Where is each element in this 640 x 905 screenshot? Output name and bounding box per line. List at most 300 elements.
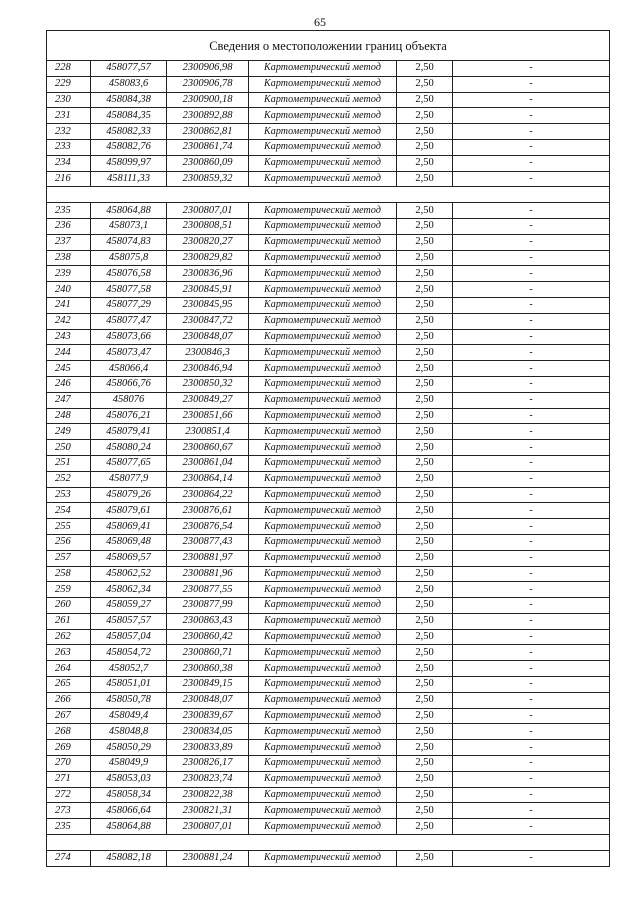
accuracy-cell: 2,50 [397, 108, 453, 124]
table-row [47, 76, 610, 92]
table-row [47, 756, 610, 772]
accuracy-cell: 2,50 [397, 455, 453, 471]
point-number-cell: 228 [47, 61, 91, 77]
y-coordinate-cell: 2300876,54 [167, 519, 249, 535]
table-row [47, 171, 610, 187]
y-coordinate-cell: 2300848,07 [167, 692, 249, 708]
accuracy-cell: 2,50 [397, 76, 453, 92]
description-cell: - [453, 629, 610, 645]
accuracy-cell: 2,50 [397, 771, 453, 787]
accuracy-cell: 2,50 [397, 519, 453, 535]
table-row [47, 566, 610, 582]
description-cell: - [453, 740, 610, 756]
x-coordinate-cell: 458082,33 [91, 124, 167, 140]
y-coordinate-cell: 2300892,88 [167, 108, 249, 124]
method-cell: Картометрический метод [249, 234, 397, 250]
x-coordinate-cell: 458076,21 [91, 408, 167, 424]
table-row [47, 724, 610, 740]
x-coordinate-cell: 458077,58 [91, 282, 167, 298]
point-number-cell: 235 [47, 203, 91, 219]
y-coordinate-cell: 2300820,27 [167, 234, 249, 250]
description-cell: - [453, 471, 610, 487]
y-coordinate-cell: 2300836,96 [167, 266, 249, 282]
x-coordinate-cell: 458079,61 [91, 503, 167, 519]
accuracy-cell: 2,50 [397, 692, 453, 708]
x-coordinate-cell: 458073,47 [91, 345, 167, 361]
accuracy-cell: 2,50 [397, 803, 453, 819]
x-coordinate-cell: 458076,58 [91, 266, 167, 282]
method-cell: Картометрический метод [249, 503, 397, 519]
description-cell: - [453, 787, 610, 803]
accuracy-cell: 2,50 [397, 376, 453, 392]
point-number-cell: 246 [47, 376, 91, 392]
method-cell: Картометрический метод [249, 850, 397, 866]
table-row [47, 803, 610, 819]
accuracy-cell: 2,50 [397, 297, 453, 313]
method-cell: Картометрический метод [249, 471, 397, 487]
point-number-cell: 274 [47, 850, 91, 866]
point-number-cell: 261 [47, 613, 91, 629]
accuracy-cell: 2,50 [397, 155, 453, 171]
point-number-cell: 273 [47, 803, 91, 819]
method-cell: Картометрический метод [249, 424, 397, 440]
accuracy-cell: 2,50 [397, 740, 453, 756]
accuracy-cell: 2,50 [397, 124, 453, 140]
y-coordinate-cell: 2300834,05 [167, 724, 249, 740]
table-row [47, 645, 610, 661]
table-row [47, 850, 610, 866]
x-coordinate-cell: 458076 [91, 392, 167, 408]
x-coordinate-cell: 458049,9 [91, 756, 167, 772]
x-coordinate-cell: 458050,29 [91, 740, 167, 756]
x-coordinate-cell: 458099,97 [91, 155, 167, 171]
x-coordinate-cell: 458073,1 [91, 218, 167, 234]
method-cell: Картометрический метод [249, 313, 397, 329]
point-number-cell: 248 [47, 408, 91, 424]
x-coordinate-cell: 458080,24 [91, 440, 167, 456]
description-cell: - [453, 424, 610, 440]
accuracy-cell: 2,50 [397, 487, 453, 503]
method-cell: Картометрический метод [249, 76, 397, 92]
accuracy-cell: 2,50 [397, 598, 453, 614]
y-coordinate-cell: 2300877,55 [167, 582, 249, 598]
table-row [47, 250, 610, 266]
table-row [47, 297, 610, 313]
x-coordinate-cell: 458077,65 [91, 455, 167, 471]
description-cell: - [453, 139, 610, 155]
table-row [47, 613, 610, 629]
x-coordinate-cell: 458053,03 [91, 771, 167, 787]
point-number-cell: 260 [47, 598, 91, 614]
point-number-cell: 256 [47, 534, 91, 550]
table-row [47, 787, 610, 803]
separator-cell [47, 835, 610, 851]
description-cell: - [453, 677, 610, 693]
table-row [47, 424, 610, 440]
x-coordinate-cell: 458069,41 [91, 519, 167, 535]
description-cell: - [453, 329, 610, 345]
y-coordinate-cell: 2300860,71 [167, 645, 249, 661]
table-row [47, 313, 610, 329]
method-cell: Картометрический метод [249, 724, 397, 740]
y-coordinate-cell: 2300808,51 [167, 218, 249, 234]
accuracy-cell: 2,50 [397, 250, 453, 266]
table-row [47, 661, 610, 677]
table-row [47, 155, 610, 171]
table-row [47, 819, 610, 835]
point-number-cell: 235 [47, 819, 91, 835]
method-cell: Картометрический метод [249, 534, 397, 550]
x-coordinate-cell: 458077,29 [91, 297, 167, 313]
description-cell: - [453, 124, 610, 140]
table-row [47, 677, 610, 693]
method-cell: Картометрический метод [249, 771, 397, 787]
table-row [47, 740, 610, 756]
point-number-cell: 240 [47, 282, 91, 298]
description-cell: - [453, 234, 610, 250]
description-cell: - [453, 108, 610, 124]
accuracy-cell: 2,50 [397, 661, 453, 677]
accuracy-cell: 2,50 [397, 550, 453, 566]
table-row [47, 455, 610, 471]
y-coordinate-cell: 2300906,98 [167, 61, 249, 77]
method-cell: Картометрический метод [249, 677, 397, 693]
table-row [47, 487, 610, 503]
y-coordinate-cell: 2300862,81 [167, 124, 249, 140]
point-number-cell: 255 [47, 519, 91, 535]
table-row [47, 139, 610, 155]
accuracy-cell: 2,50 [397, 92, 453, 108]
method-cell: Картометрический метод [249, 582, 397, 598]
x-coordinate-cell: 458073,66 [91, 329, 167, 345]
method-cell: Картометрический метод [249, 487, 397, 503]
accuracy-cell: 2,50 [397, 266, 453, 282]
point-number-cell: 233 [47, 139, 91, 155]
table-row [47, 598, 610, 614]
method-cell: Картометрический метод [249, 550, 397, 566]
accuracy-cell: 2,50 [397, 313, 453, 329]
y-coordinate-cell: 2300860,38 [167, 661, 249, 677]
point-number-cell: 244 [47, 345, 91, 361]
description-cell: - [453, 92, 610, 108]
x-coordinate-cell: 458111,33 [91, 171, 167, 187]
point-number-cell: 269 [47, 740, 91, 756]
accuracy-cell: 2,50 [397, 629, 453, 645]
method-cell: Картометрический метод [249, 250, 397, 266]
description-cell: - [453, 550, 610, 566]
table-row [47, 550, 610, 566]
y-coordinate-cell: 2300839,67 [167, 708, 249, 724]
method-cell: Картометрический метод [249, 282, 397, 298]
y-coordinate-cell: 2300845,91 [167, 282, 249, 298]
method-cell: Картометрический метод [249, 408, 397, 424]
point-number-cell: 238 [47, 250, 91, 266]
accuracy-cell: 2,50 [397, 566, 453, 582]
x-coordinate-cell: 458062,34 [91, 582, 167, 598]
description-cell: - [453, 297, 610, 313]
y-coordinate-cell: 2300861,74 [167, 139, 249, 155]
accuracy-cell: 2,50 [397, 424, 453, 440]
x-coordinate-cell: 458048,8 [91, 724, 167, 740]
accuracy-cell: 2,50 [397, 677, 453, 693]
point-number-cell: 250 [47, 440, 91, 456]
y-coordinate-cell: 2300821,31 [167, 803, 249, 819]
table-body [47, 61, 610, 867]
table-row [47, 440, 610, 456]
description-cell: - [453, 613, 610, 629]
description-cell: - [453, 155, 610, 171]
accuracy-cell: 2,50 [397, 440, 453, 456]
x-coordinate-cell: 458059,27 [91, 598, 167, 614]
y-coordinate-cell: 2300860,42 [167, 629, 249, 645]
method-cell: Картометрический метод [249, 708, 397, 724]
table-row [47, 708, 610, 724]
y-coordinate-cell: 2300863,43 [167, 613, 249, 629]
x-coordinate-cell: 458051,01 [91, 677, 167, 693]
description-cell: - [453, 566, 610, 582]
y-coordinate-cell: 2300881,24 [167, 850, 249, 866]
point-number-cell: 234 [47, 155, 91, 171]
method-cell: Картометрический метод [249, 613, 397, 629]
table-row [47, 218, 610, 234]
point-number-cell: 243 [47, 329, 91, 345]
accuracy-cell: 2,50 [397, 329, 453, 345]
y-coordinate-cell: 2300859,32 [167, 171, 249, 187]
table-row [47, 534, 610, 550]
table-row [47, 392, 610, 408]
method-cell: Картометрический метод [249, 661, 397, 677]
x-coordinate-cell: 458075,8 [91, 250, 167, 266]
description-cell: - [453, 250, 610, 266]
method-cell: Картометрический метод [249, 139, 397, 155]
x-coordinate-cell: 458057,57 [91, 613, 167, 629]
table-row [47, 408, 610, 424]
table-row [47, 345, 610, 361]
y-coordinate-cell: 2300864,22 [167, 487, 249, 503]
section-separator [47, 187, 610, 203]
y-coordinate-cell: 2300849,15 [167, 677, 249, 693]
y-coordinate-cell: 2300877,43 [167, 534, 249, 550]
y-coordinate-cell: 2300826,17 [167, 756, 249, 772]
y-coordinate-cell: 2300850,32 [167, 376, 249, 392]
x-coordinate-cell: 458066,4 [91, 361, 167, 377]
x-coordinate-cell: 458062,52 [91, 566, 167, 582]
x-coordinate-cell: 458084,35 [91, 108, 167, 124]
table-row [47, 361, 610, 377]
method-cell: Картометрический метод [249, 629, 397, 645]
point-number-cell: 259 [47, 582, 91, 598]
accuracy-cell: 2,50 [397, 392, 453, 408]
point-number-cell: 247 [47, 392, 91, 408]
y-coordinate-cell: 2300860,09 [167, 155, 249, 171]
point-number-cell: 251 [47, 455, 91, 471]
y-coordinate-cell: 2300876,61 [167, 503, 249, 519]
method-cell: Картометрический метод [249, 740, 397, 756]
table-row [47, 61, 610, 77]
description-cell: - [453, 534, 610, 550]
y-coordinate-cell: 2300881,97 [167, 550, 249, 566]
x-coordinate-cell: 458052,7 [91, 661, 167, 677]
method-cell: Картометрический метод [249, 787, 397, 803]
description-cell: - [453, 598, 610, 614]
y-coordinate-cell: 2300877,99 [167, 598, 249, 614]
method-cell: Картометрический метод [249, 645, 397, 661]
description-cell: - [453, 708, 610, 724]
table-row [47, 376, 610, 392]
point-number-cell: 242 [47, 313, 91, 329]
x-coordinate-cell: 458082,76 [91, 139, 167, 155]
accuracy-cell: 2,50 [397, 408, 453, 424]
description-cell: - [453, 803, 610, 819]
table-title: Сведения о местоположении границ объекта [47, 31, 610, 61]
description-cell: - [453, 218, 610, 234]
table-row [47, 203, 610, 219]
table-row [47, 92, 610, 108]
y-coordinate-cell: 2300851,66 [167, 408, 249, 424]
description-cell: - [453, 313, 610, 329]
description-cell: - [453, 76, 610, 92]
point-number-cell: 272 [47, 787, 91, 803]
description-cell: - [453, 282, 610, 298]
description-cell: - [453, 392, 610, 408]
boundary-table [46, 30, 610, 867]
table-row [47, 629, 610, 645]
description-cell: - [453, 724, 610, 740]
x-coordinate-cell: 458069,57 [91, 550, 167, 566]
method-cell: Картометрический метод [249, 376, 397, 392]
description-cell: - [453, 171, 610, 187]
x-coordinate-cell: 458084,38 [91, 92, 167, 108]
x-coordinate-cell: 458077,9 [91, 471, 167, 487]
description-cell: - [453, 376, 610, 392]
y-coordinate-cell: 2300860,67 [167, 440, 249, 456]
method-cell: Картометрический метод [249, 440, 397, 456]
description-cell: - [453, 266, 610, 282]
x-coordinate-cell: 458077,47 [91, 313, 167, 329]
table-row [47, 692, 610, 708]
table-row [47, 771, 610, 787]
accuracy-cell: 2,50 [397, 139, 453, 155]
x-coordinate-cell: 458054,72 [91, 645, 167, 661]
point-number-cell: 270 [47, 756, 91, 772]
separator-cell [47, 187, 610, 203]
table-row [47, 329, 610, 345]
point-number-cell: 232 [47, 124, 91, 140]
accuracy-cell: 2,50 [397, 534, 453, 550]
point-number-cell: 241 [47, 297, 91, 313]
y-coordinate-cell: 2300864,14 [167, 471, 249, 487]
method-cell: Картометрический метод [249, 171, 397, 187]
point-number-cell: 229 [47, 76, 91, 92]
accuracy-cell: 2,50 [397, 645, 453, 661]
method-cell: Картометрический метод [249, 266, 397, 282]
description-cell: - [453, 692, 610, 708]
x-coordinate-cell: 458066,64 [91, 803, 167, 819]
point-number-cell: 267 [47, 708, 91, 724]
point-number-cell: 266 [47, 692, 91, 708]
description-cell: - [453, 661, 610, 677]
x-coordinate-cell: 458058,34 [91, 787, 167, 803]
description-cell: - [453, 203, 610, 219]
method-cell: Картометрический метод [249, 819, 397, 835]
method-cell: Картометрический метод [249, 345, 397, 361]
description-cell: - [453, 771, 610, 787]
accuracy-cell: 2,50 [397, 787, 453, 803]
accuracy-cell: 2,50 [397, 234, 453, 250]
x-coordinate-cell: 458049,4 [91, 708, 167, 724]
description-cell: - [453, 61, 610, 77]
description-cell: - [453, 487, 610, 503]
y-coordinate-cell: 2300900,18 [167, 92, 249, 108]
description-cell: - [453, 440, 610, 456]
accuracy-cell: 2,50 [397, 171, 453, 187]
point-number-cell: 237 [47, 234, 91, 250]
point-number-cell: 236 [47, 218, 91, 234]
y-coordinate-cell: 2300829,82 [167, 250, 249, 266]
x-coordinate-cell: 458074,83 [91, 234, 167, 250]
accuracy-cell: 2,50 [397, 613, 453, 629]
y-coordinate-cell: 2300848,07 [167, 329, 249, 345]
description-cell: - [453, 850, 610, 866]
x-coordinate-cell: 458064,88 [91, 203, 167, 219]
method-cell: Картометрический метод [249, 756, 397, 772]
y-coordinate-cell: 2300822,38 [167, 787, 249, 803]
x-coordinate-cell: 458079,41 [91, 424, 167, 440]
method-cell: Картометрический метод [249, 692, 397, 708]
x-coordinate-cell: 458083,6 [91, 76, 167, 92]
method-cell: Картометрический метод [249, 124, 397, 140]
page-number: 65 [314, 15, 326, 29]
description-cell: - [453, 408, 610, 424]
description-cell: - [453, 645, 610, 661]
table-row [47, 234, 610, 250]
point-number-cell: 271 [47, 771, 91, 787]
section-separator [47, 835, 610, 851]
description-cell: - [453, 819, 610, 835]
accuracy-cell: 2,50 [397, 203, 453, 219]
point-number-cell: 268 [47, 724, 91, 740]
point-number-cell: 231 [47, 108, 91, 124]
table-row [47, 582, 610, 598]
table-row [47, 503, 610, 519]
point-number-cell: 230 [47, 92, 91, 108]
accuracy-cell: 2,50 [397, 582, 453, 598]
point-number-cell: 249 [47, 424, 91, 440]
y-coordinate-cell: 2300823,74 [167, 771, 249, 787]
table-row [47, 519, 610, 535]
point-number-cell: 245 [47, 361, 91, 377]
point-number-cell: 216 [47, 171, 91, 187]
table-row [47, 471, 610, 487]
method-cell: Картометрический метод [249, 329, 397, 345]
description-cell: - [453, 756, 610, 772]
method-cell: Картометрический метод [249, 61, 397, 77]
x-coordinate-cell: 458064,88 [91, 819, 167, 835]
point-number-cell: 254 [47, 503, 91, 519]
x-coordinate-cell: 458082,18 [91, 850, 167, 866]
x-coordinate-cell: 458079,26 [91, 487, 167, 503]
y-coordinate-cell: 2300881,96 [167, 566, 249, 582]
table-row [47, 124, 610, 140]
description-cell: - [453, 455, 610, 471]
accuracy-cell: 2,50 [397, 819, 453, 835]
method-cell: Картометрический метод [249, 203, 397, 219]
accuracy-cell: 2,50 [397, 503, 453, 519]
accuracy-cell: 2,50 [397, 282, 453, 298]
point-number-cell: 258 [47, 566, 91, 582]
point-number-cell: 253 [47, 487, 91, 503]
table-row [47, 282, 610, 298]
